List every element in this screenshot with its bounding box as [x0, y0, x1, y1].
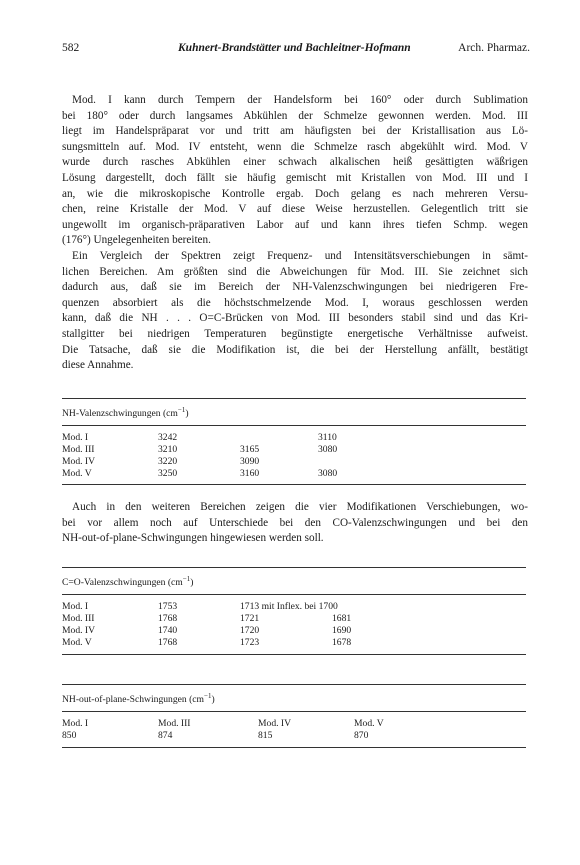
- table-rule: [62, 747, 526, 748]
- table-row: Mod. V 1768 1723 1678: [62, 637, 352, 648]
- text-line: an, wie die mikroskopische Kontrolle ergab. Doch gelang es nach mehreren Versu-: [62, 187, 528, 200]
- table-rule: [62, 594, 526, 595]
- table-rule: [62, 684, 526, 685]
- text-line: lichen Bereichen. Am größten sind die Abweichungen für Mod. III. Sie zeichnet sich: [62, 265, 528, 278]
- text-line: chen, reine Kristalle der Mod. V auf diese Weise herzustellen. Gelegentlich tritt sie: [62, 203, 528, 216]
- table-rule: [62, 484, 526, 485]
- table-1-caption: NH-Valenzschwingungen $(cm^{-1})$: [62, 406, 189, 420]
- table-row: Mod. I 1753 1713 mit Inflex. bei 1700: [62, 601, 338, 612]
- text-line: Lösung dargestellt, doch fällt sie häufig gemischt mit Kristallen von Mod. III und I: [62, 171, 528, 184]
- text-line: stallgitter bei niedrigen Temperaturen begünstigte energetische Verhältnisse aufweist.: [62, 327, 528, 340]
- text-line: bei vor allem noch auf Unterschiede bei den CO-Valenzschwingungen und bei den: [62, 516, 528, 529]
- text-line: bei 180° oder durch langsames Abkühlen der Schmelze gewonnen werden. Mod. III: [62, 109, 528, 122]
- table-rule: [62, 567, 526, 568]
- text-line: Auch in den weiteren Bereichen zeigen die vier Modifikationen Verschiebungen, wo-: [72, 501, 528, 513]
- text-line: sungsmitteln auf. Mod. IV entsteht, wenn die Schmelze rasch abgekühlt wird. Mod. V: [62, 140, 528, 153]
- text-line: kann, daß die NH . . . O=C-Brücken von Mod. III besonders stabil sind und das Kri-: [62, 312, 528, 325]
- table-rule: [62, 398, 526, 399]
- text-line: Die Tatsache, daß sie die Modifikation ist, die bei der Herstellung anfällt, bestätigt: [62, 343, 528, 356]
- table-rule: [62, 711, 526, 712]
- table-row: Mod. IV 3220 3090: [62, 456, 260, 467]
- text-line: ungewollt im organisch-präparativen Labor auf und kann ihres tiefen Schmp. wegen: [62, 218, 528, 231]
- table-row: Mod. III 1768 1721 1681: [62, 613, 352, 624]
- text-line: (176°) Ungelegenheiten bereiten.: [62, 234, 211, 247]
- text-line: dadurch aus, daß sie im Bereich der NH-Valenzschwingungen bei niedrigeren Fre-: [62, 281, 528, 294]
- text-line: liegt im Handelspräparat vor und tritt am häufigsten bei der Kristallisation aus Lö-: [62, 125, 528, 138]
- page-number: 582: [62, 42, 80, 54]
- paragraph-3: [62, 500, 528, 547]
- text-line: quenzen absorbiert als die höchstschmelzende Mod. I, woraus geschlossen werden: [62, 296, 528, 309]
- table-2-caption: C=O-Valenzschwingungen $(cm^{-1})$: [62, 575, 194, 589]
- text-line: diese Annahme.: [62, 359, 134, 372]
- paragraph-1: [62, 93, 528, 249]
- text-line: Ein Vergleich der Spektren zeigt Frequenz- und Intensitätsverschiebungen in sämt-: [72, 250, 528, 262]
- table-header-row: Mod. I Mod. III Mod. IV Mod. V: [62, 718, 384, 729]
- text-line: NH-out-of-plane-Schwingungen hingewiesen werden soll.: [62, 532, 324, 545]
- text-line: Mod. I kann durch Tempern der Handelsform bei 160° oder durch Sublimation: [72, 94, 528, 106]
- table-rule: [62, 654, 526, 655]
- running-header-authors: Kuhnert-Brandstätter und Bachleitner-Hofmann: [178, 42, 411, 54]
- paragraph-2: [62, 249, 528, 374]
- table-3-caption: NH-out-of-plane-Schwingungen $(cm^{-1})$: [62, 692, 215, 706]
- running-header: [52, 42, 532, 58]
- table-row: Mod. IV 1740 1720 1690: [62, 625, 352, 636]
- table-row: Mod. I 3242 3110: [62, 432, 337, 443]
- running-header-journal: Arch. Pharmaz.: [458, 42, 530, 54]
- table-row: Mod. V 3250 3160 3080: [62, 468, 338, 479]
- table-row: 850 874 815 870: [62, 730, 369, 741]
- table-row: Mod. III 3210 3165 3080: [62, 444, 338, 455]
- text-line: wurde durch rasches Abkühlen einer schwach alkalischen heiß gesättigten wäßrigen: [62, 156, 528, 169]
- table-rule: [62, 425, 526, 426]
